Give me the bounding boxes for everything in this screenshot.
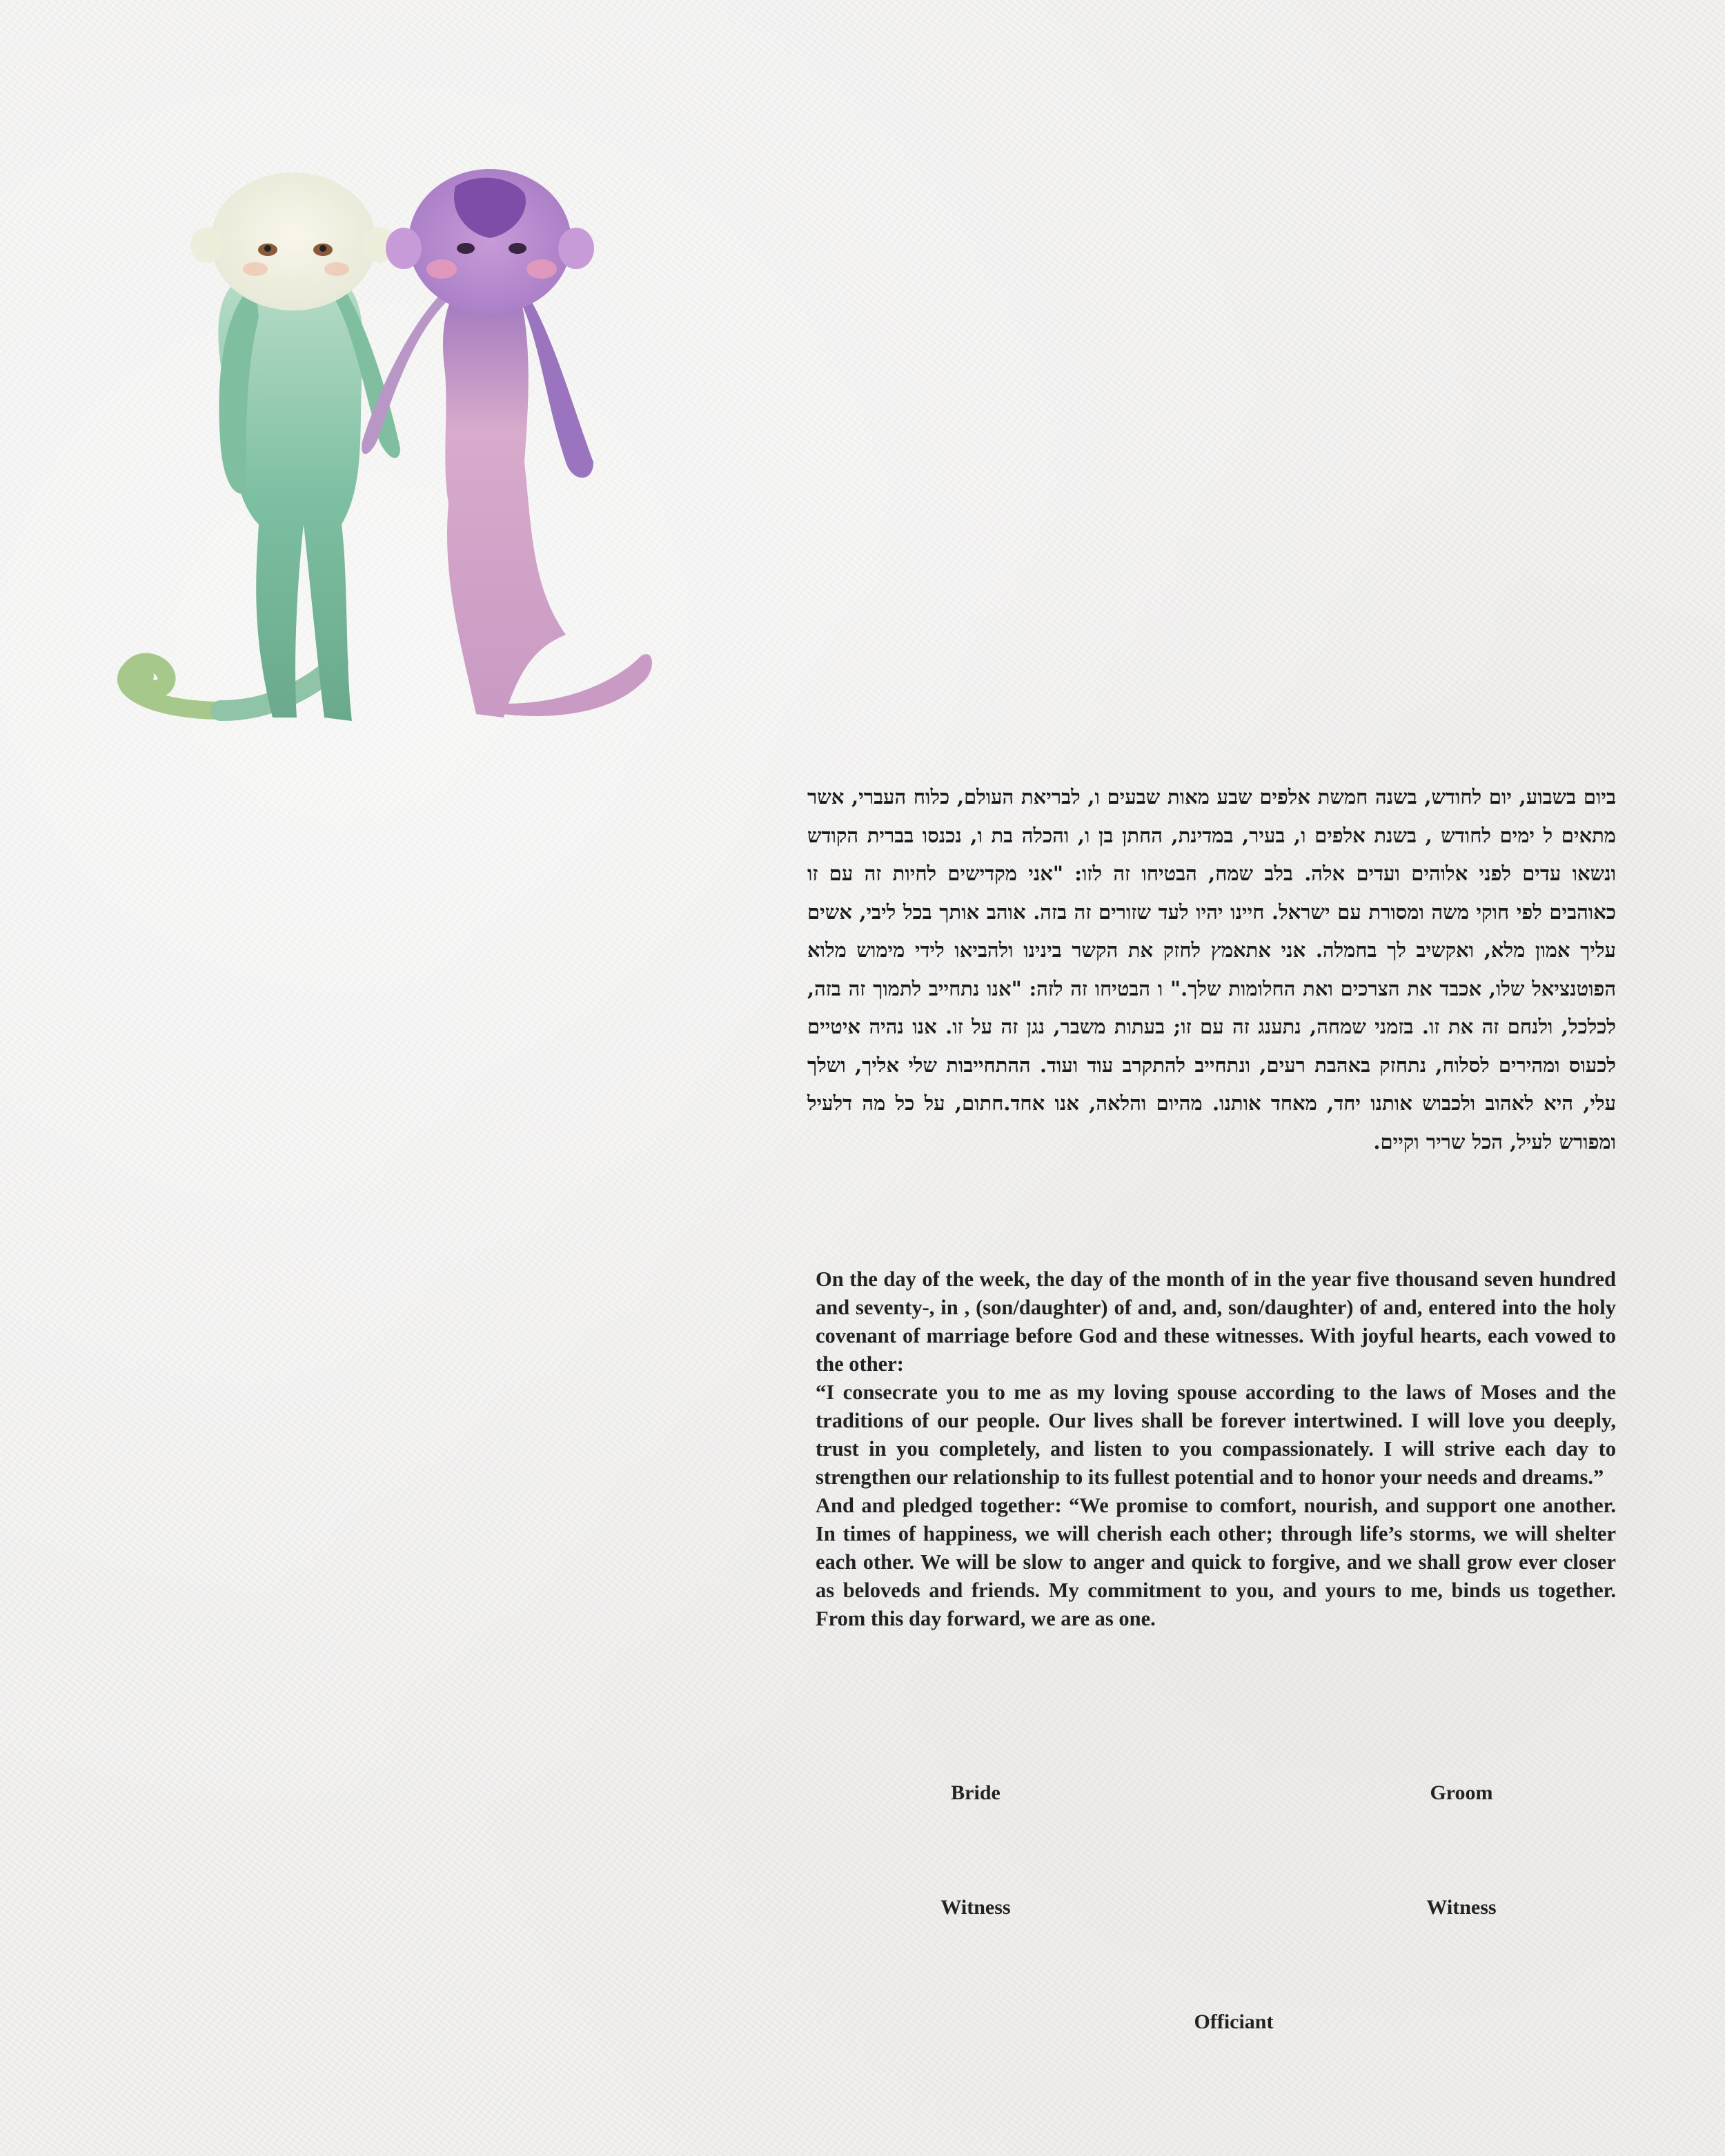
english-paragraph: And and pledged together: “We promise to comfort, nourish, and support one another. In times of happiness, we will cherish each other; through life’s storms, we will shelter each other. We will be slow to anger and quick to forgive, and we shall grow ever closer as beloveds and friends. My commitment to you, and yours to me, binds us together. From this day forward, we are as one. [816, 1494, 1616, 1630]
groom-signature-label: Groom [1430, 1781, 1493, 1804]
couple-illustration [117, 138, 759, 745]
english-paragraph: On the day of the week, the day of the month of in the year five thousand seven hundred and seventy-, in , (son/daughter) of and, and, son/daughter) of and, entered into the holy covenant of marriage before God and these witnesses. With joyful hearts, each vowed to the other: [816, 1267, 1616, 1376]
english-ketubah-text [816, 1265, 1616, 1633]
officiant-signature-label: Officiant [1194, 2010, 1274, 2033]
bride-signature-label: Bride [951, 1781, 1000, 1804]
green-figure [126, 172, 400, 721]
english-paragraph: “I consecrate you to me as my loving spouse according to the laws of Moses and the traditions of our people. Our lives shall be forever intertwined. I will love you deeply, trust in you completely, and listen to you compassionately. I will strive each day to strengthen our relationship to its fullest potential and to honor your needs and dreams.” [816, 1381, 1616, 1489]
purple-figure [362, 169, 652, 718]
witness-left-signature-label: Witness [940, 1896, 1011, 1919]
hebrew-ketubah-text: ביום בשבוע, יום לחודש, בשנה חמשת אלפים שבע מאות שבעים ו, לבריאת העולם, כלוח העברי, אשר מתאים ל ימים לחודש , בשנת אלפים ו, בעיר, במדינת, החתן בן ו, והכלה בת ו, נכנסו בברית הקודש ונשאו עדים לפני אלוהים ועדים אלה. בלב שמח, הבטיחו זה לזו: "אני מקדישים לחיות זה עם זו כאוהבים לפי חוקי משה ומסורת עם ישראל. חיינו יהיו לעד שזורים זה בזה. אוהב אותך בכל ליבי, אשים עליך אמון מלא, ואקשיב לך בחמלה. אני אתאמץ לחזק את הקשר בינינו ולהביאו לידי מימוש מלוא הפוטנציאל שלו, אכבד את הצרכים ואת החלומות שלך." ו הבטיחו זה לזה: "אנו נתחייב לתמוך זה בזה, לכלכל, ולנחם זה את זו. בזמני שמחה, נתענג זה עם זו; בעתות משבר, נגן זה על זו. אנו נהיה איטיים לכעוס ומהירים לסלוח, נתחזק באהבת רעים, ונתחייב להתקרב עוד ועוד. ההתחייבות שלי אליך, ושלך עלי, היא לאהוב ולכבוש אותנו יחד, מאחד אותנו. מהיום והלאה, אנו אחד.חתום, על כל מה דלעיל ומפורש לעיל, הכל שריר וקיים. [807, 785, 1616, 1154]
witness-right-signature-label: Witness [1426, 1896, 1497, 1919]
